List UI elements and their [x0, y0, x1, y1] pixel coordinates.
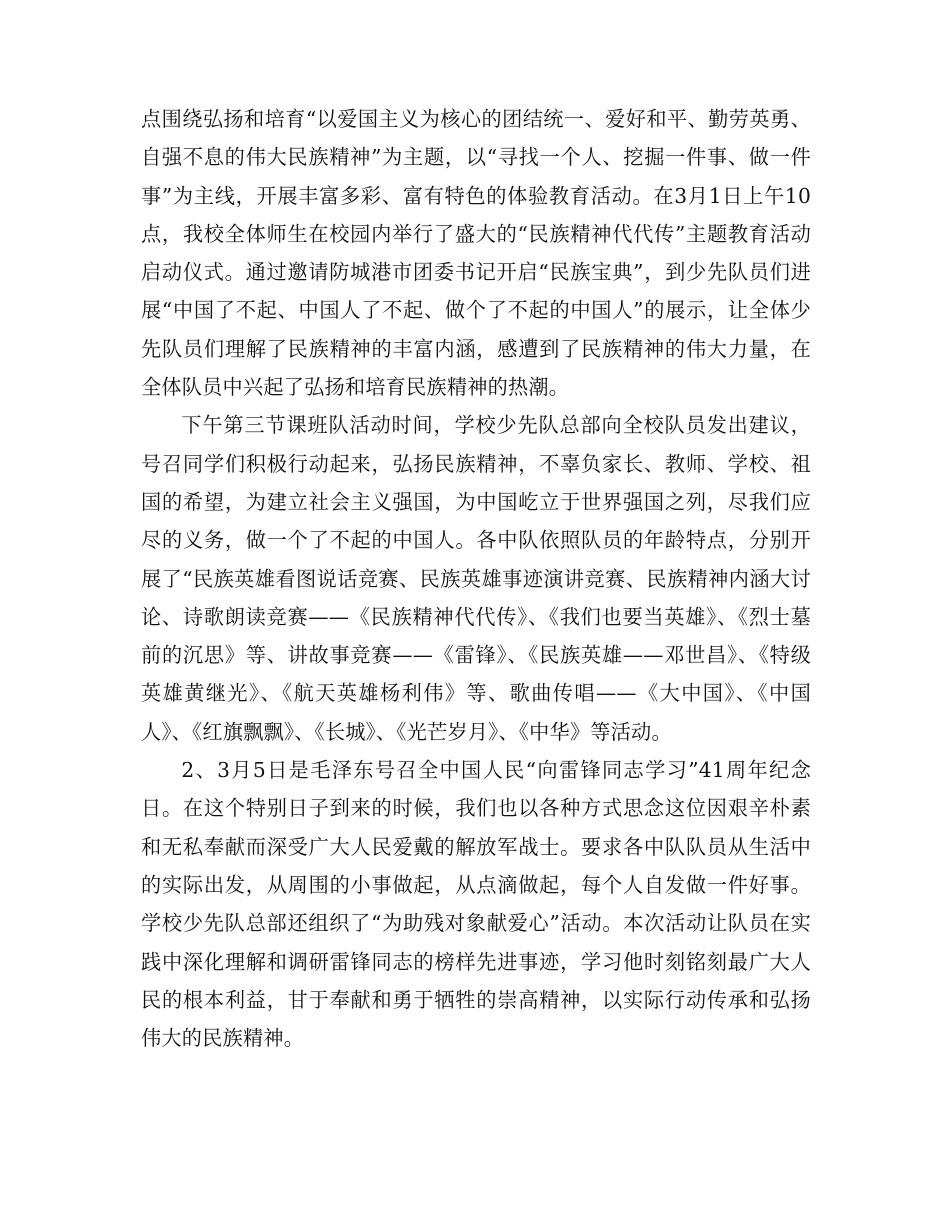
- paragraph-lei-feng-day: 2、3月5日是毛泽东号召全中国人民“向雷锋同志学习”41周年纪念日。在这个特别日子到来的时候，我们也以各种方式思念这位因艰辛朴素和无私奉献而深受广大人民爱戴的解放军战士。要求各中队队员从生活中的实际出发，从周围的小事做起，从点滴做起，每个人自发做一件好事。学校少先队总部还组织了“为助残对象献爱心”活动。本次活动让队员在实践中深化理解和调研雷锋同志的榜样先进事迹，学习他时刻铭刻最广大人民的根本利益，甘于奉献和勇于牺牲的崇高精神，以实际行动传承和弘扬伟大的民族精神。: [141, 758, 811, 1051]
- paragraph-afternoon-activities: 下午第三节课班队活动时间，学校少先队总部向全校队员发出建议，号召同学们积极行动起来，弘扬民族精神，不辜负家长、教师、学校、祖国的希望，为建立社会主义强国，为中国屹立于世界强国之列，尽我们应尽的义务，做一个了不起的中国人。各中队依照队员的年龄特点，分别开展了“民族英雄看图说话竞赛、民族英雄事迹演讲竞赛、民族精神内涵大讨论、诗歌朗读竞赛——《民族精神代代传》、《我们也要当英雄》、《烈士墓前的沉思》等、讲故事竞赛——《雷锋》、《民族英雄——邓世昌》、《特级英雄黄继光》、《航天英雄杨利伟》等、歌曲传唱——《大中国》、《中国人》、《红旗飘飘》、《长城》、《光芒岁月》、《中华》等活动。: [141, 413, 811, 744]
- document-page: [141, 100, 811, 1057]
- paragraph-intro-continued: 点围绕弘扬和培育“以爱国主义为核心的团结统一、爱好和平、勤劳英勇、自强不息的伟大民族精神”为主题，以“寻找一个人、挖掘一件事、做一件事”为主线，开展丰富多彩、富有特色的体验教育活动。在3月1日上午10点，我校全体师生在校园内举行了盛大的“民族精神代代传”主题教育活动启动仪式。通过邀请防城港市团委书记开启“民族宝典”，到少先队员们进展“中国了不起、中国人了不起、做个了不起的中国人”的展示，让全体少先队员们理解了民族精神的丰富内涵，感遭到了民族精神的伟大力量，在全体队员中兴起了弘扬和培育民族精神的热潮。: [141, 107, 811, 400]
